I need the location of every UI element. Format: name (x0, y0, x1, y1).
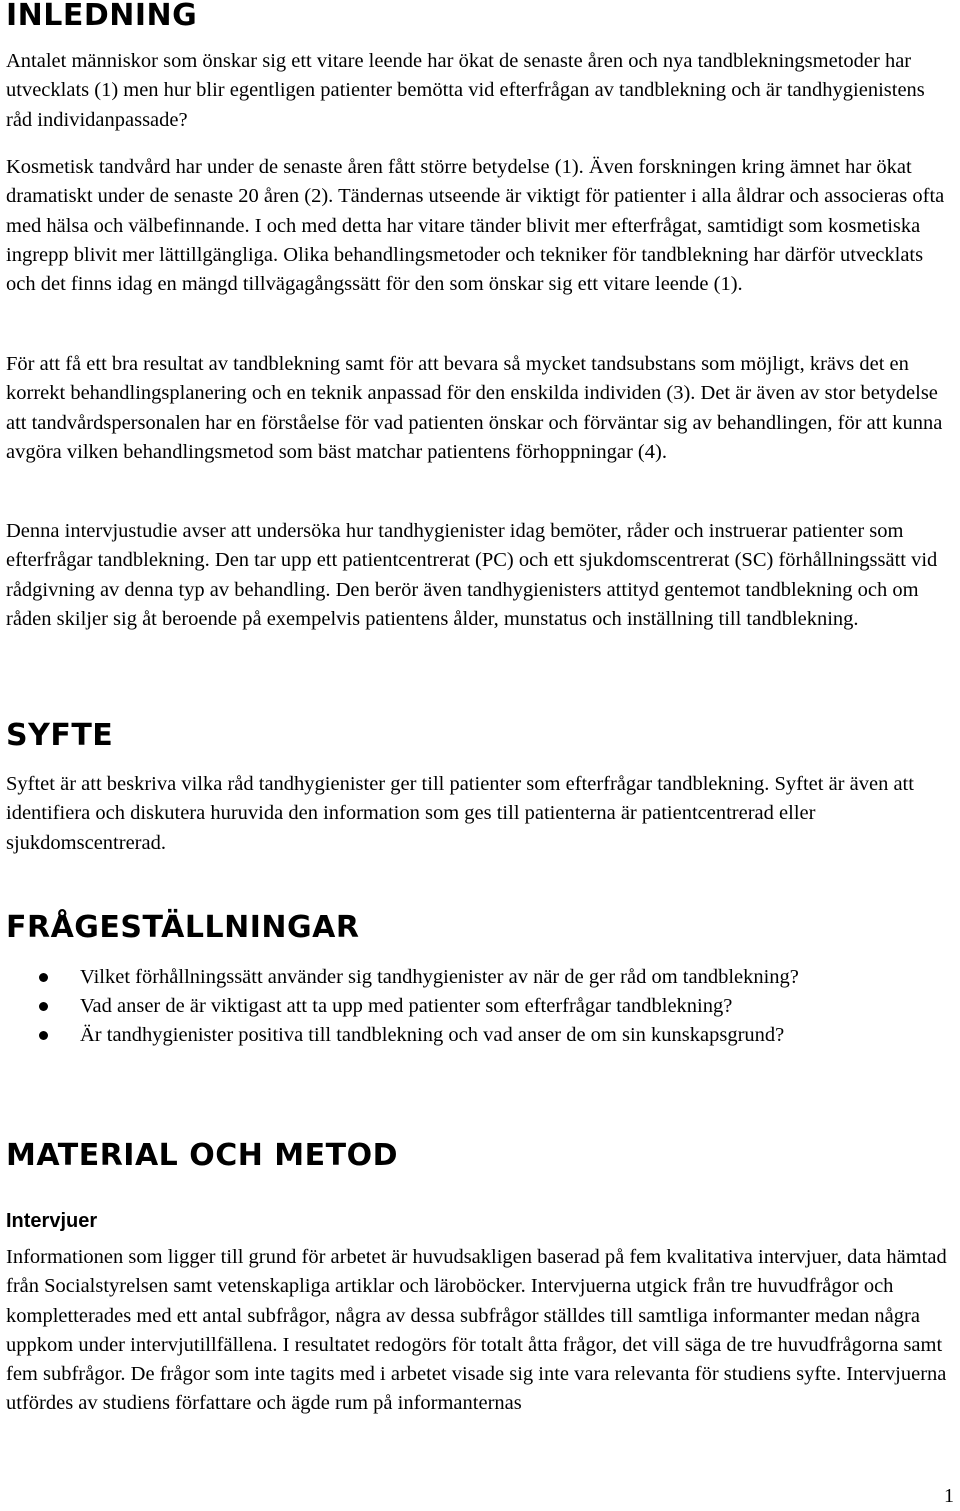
bullet-icon (39, 1002, 48, 1011)
paragraph-inledning-2: Kosmetisk tandvård har under de senaste åren fått större betydelse (1). Även forskningen kring ämnet har ökat dramatiskt under de senaste 20 åren (2). Tändernas utseende är viktigt för patienter i alla åldrar och associeras ofta med hälsa och välbefinnande. I och med detta har vitare tänder blivit mer efterfrågat, samtidigt som kosmetiska ingrepp blivit mer lättillgängliga. Olika behandlingsmetoder och tekniker för tandblekning har därför utvecklats och det finns idag en mängd tillvägagångssätt för den som önskar sig ett vitare leende (1). (6, 156, 945, 296)
paragraph-inledning-4: Denna intervjustudie avser att undersöka hur tandhygienister idag bemöter, råder och instruerar patienter som efterfrågar tandblekning. Den tar upp ett patientcentrerat (PC) och ett sjukdomscentrerat (SC) förhållningssätt vid rådgivning av denna typ av behandling. Den berör även tandhygienisters attityd gentemot tandblekning och om råden skiljer sig åt beroende på exempelvis patientens ålder, munstatus och inställning till tandblekning. (6, 520, 938, 630)
paragraph-inledning-1: Antalet människor som önskar sig ett vitare leende har ökat de senaste åren och nya tandblekningsmetoder har utvecklats (1) men hur blir egentligen patienter bemötta vid efterfrågan av tandblekning och är tandhygienistens råd individanpassade? (6, 50, 925, 131)
question-list (6, 963, 956, 1050)
heading-syfte: SYFTE (6, 718, 114, 753)
list-item-text: Vilket förhållningssätt använder sig tandhygienister av när de ger råd om tandblekning? (80, 966, 799, 988)
subheading-intervjuer: Intervjuer (6, 1210, 98, 1232)
bullet-icon (39, 973, 48, 982)
page-number: 1 (944, 1485, 954, 1507)
bullet-icon (39, 1031, 48, 1040)
heading-inledning: INLEDNING (6, 0, 198, 33)
list-item (6, 1021, 956, 1050)
heading-fragestallningar: FRÅGESTÄLLNINGAR (6, 910, 360, 945)
paragraph-syfte: Syftet är att beskriva vilka råd tandhygienister ger till patienter som efterfrågar tandblekning. Syftet är även att identifiera och diskutera huruvida den information som ges till patienterna är patientcentrerad eller sjukdomscentrerad. (6, 773, 914, 854)
list-item-text: Vad anser de är viktigast att ta upp med patienter som efterfrågar tandblekning? (80, 995, 733, 1017)
heading-material-och-metod: MATERIAL OCH METOD (6, 1138, 399, 1173)
paragraph-material: Informationen som ligger till grund för arbetet är huvudsakligen baserad på fem kvalitativa intervjuer, data hämtad från Socialstyrelsen samt vetenskapliga artiklar och läroböcker. Intervjuerna utgick från tre huvudfrågor och kompletterades med ett antal subfrågor, några av dessa subfrågor ställdes till samtliga informanter medan några uppkom under intervjutillfällena. I resultatet redogörs för totalt åtta frågor, det vill säga de tre huvudfrågorna samt fem subfrågor. De frågor som inte tagits med i arbetet visade sig inte vara relevanta för studiens syfte. Intervjuerna utfördes av studiens författare och ägde rum på informanternas (6, 1246, 947, 1415)
list-item (6, 992, 956, 1021)
list-item-text: Är tandhygienister positiva till tandblekning och vad anser de om sin kunskapsgrund? (80, 1024, 785, 1046)
list-item (6, 963, 956, 992)
paragraph-inledning-3: För att få ett bra resultat av tandblekning samt för att bevara så mycket tandsubstans som möjligt, krävs det en korrekt behandlingsplanering och en teknik anpassad för den enskilda individen (3). Det är även av stor betydelse att tandvårdspersonalen har en förståelse för vad patienten önskar och förväntar sig av behandlingen, för att kunna avgöra vilken behandlingsmetod som bäst matchar patientens förhoppningar (4). (6, 353, 943, 463)
